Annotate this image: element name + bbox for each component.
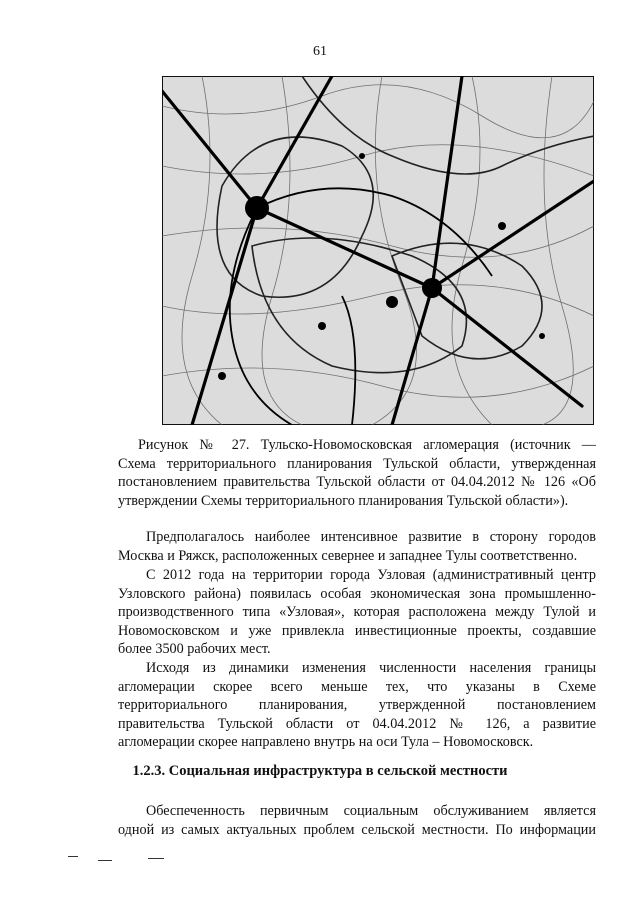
text-line: производственного типа «Узловая», которая расположена между Тулой и xyxy=(118,604,596,621)
page-number: 61 xyxy=(313,44,327,59)
text-line: Новомосковском и уже привлекла инвестиционные проекты, создавшие xyxy=(118,622,596,639)
text-line: правительства Тульской области от 04.04.2012 № 126, а развитие xyxy=(118,715,596,732)
scan-mark xyxy=(68,856,78,857)
caption-line: Рисунок № 27. Тульско-Новомосковская агломерация (источник — xyxy=(138,437,596,453)
agglomeration-map xyxy=(162,76,594,425)
text-line: Обеспеченность первичным социальным обслуживанием является xyxy=(146,803,596,819)
paragraph-uzlovaya xyxy=(118,566,596,659)
scan-mark xyxy=(98,860,112,861)
text-line: территориального планирования, утвержденной постановлением xyxy=(118,697,596,714)
text-line: одной из самых актуальных проблем сельской местности. По информации xyxy=(118,821,596,838)
figure-caption xyxy=(118,436,596,510)
text-line: Москва и Ряжск, расположенных севернее и западнее Тулы соответственно. xyxy=(118,547,578,564)
text-line: Исходя из динамики изменения численности населения границы xyxy=(146,660,596,676)
caption-line: утверждении Схемы территориального планирования Тульской области»). xyxy=(118,492,569,509)
caption-line: постановлением правительства Тульской области от 04.04.2012 № 126 «Об xyxy=(118,474,596,491)
paragraph-population xyxy=(118,659,596,752)
text-line: Узловского района) появилась особая экономическая зона промышленно- xyxy=(118,585,596,602)
text-line: агломерации скорее всего меньше тех, что указаны в Схеме xyxy=(118,678,596,695)
text-line: агломерации скорее направлено внутрь на оси Тула – Новомосковск. xyxy=(118,734,534,751)
text-line: С 2012 года на территории города Узловая (административный центр xyxy=(146,567,596,583)
paragraph-social xyxy=(118,802,596,839)
scan-mark xyxy=(148,858,164,859)
text-line: более 3500 рабочих мест. xyxy=(118,641,271,658)
section-heading: 1.2.3. Социальная инфраструктура в сельской местности xyxy=(132,763,508,779)
paragraph-development xyxy=(118,528,596,565)
text-line: Предполагалось наиболее интенсивное развитие в сторону городов xyxy=(146,529,596,545)
caption-line: Схема территориального планирования Тульской области, утвержденная xyxy=(118,455,596,472)
